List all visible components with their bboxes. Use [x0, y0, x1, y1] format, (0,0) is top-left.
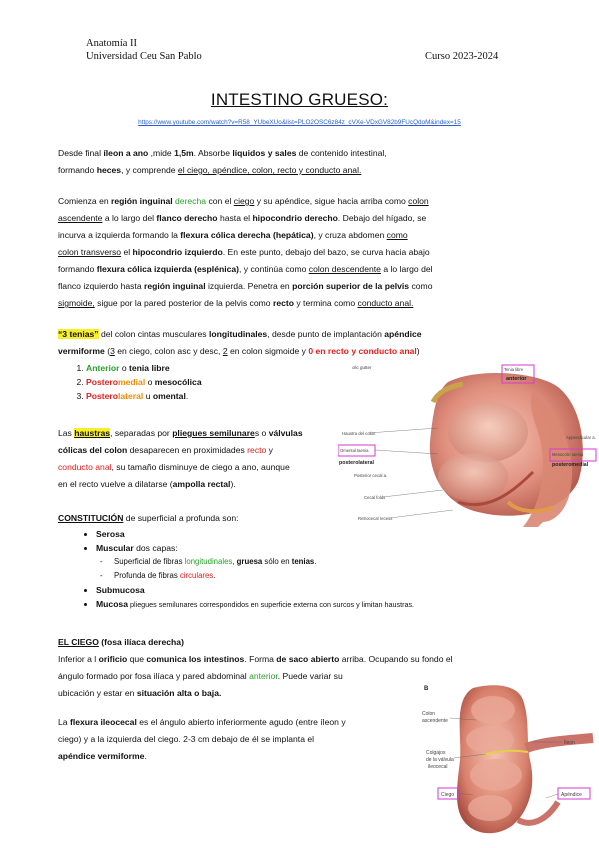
ciego-section: EL CIEGO (fosa ilíaca derecha) Inferior a l orificio que comunica los intestinos. Forma de saco abierto arriba. Ocupando su fondo el ángulo formado por fosa ilíaca y pared abdominal anterior. Puede variar su ubicación y estar en situación alta o baja. [58, 637, 453, 698]
fig2-label-colgajos2: de la válvula [426, 757, 454, 763]
fig1-label-tenia: Tenia libre [504, 367, 524, 372]
fig2-label-apendice: Apéndice [561, 792, 582, 798]
list-item: 2. Posteromedial o mesocólica [86, 375, 338, 389]
fig2-label-colgajos3: ileocecal [428, 764, 448, 770]
fig2-label-ileon: Íleon [564, 740, 575, 746]
fig2-label-ciego: Ciego [441, 792, 455, 798]
fig1-label-posterolateral: posterolateral [339, 460, 375, 466]
fig2-label-colon-asc: ascendente [422, 718, 448, 724]
fig1-label-posterior-cecal: Posterior cecal a. [354, 473, 388, 478]
fig2-label-colgajos: Colgajos [426, 750, 446, 756]
flexura-paragraph: La flexura ileocecal es el ángulo abierto inferiormente agudo (entre íleon y ciego) y a la izquierda del ciego. 2-3 cm debajo de él se implanta el apéndice vermiforme. [58, 717, 346, 761]
cecum-tenias-figure [338, 362, 598, 527]
fig2-label-letter: B [424, 686, 429, 692]
list-item: • Serosa [96, 527, 538, 541]
intro-paragraph: Desde final íleon a ano ,mide 1,5m. Absorbe líquidos y sales de contenido intestinal, formando heces, y comprende el ciego, apéndice, colon, recto y conducto anal. [58, 148, 387, 175]
header-university: Universidad Ceu San Pablo [86, 51, 202, 62]
list-item: 1. Anterior o tenia libre [86, 361, 338, 375]
page-title: INTESTINO GRUESO: [210, 90, 389, 109]
youtube-link[interactable]: https://www.youtube.com/watch?v=R58_YUbeXUo&list=PLO2OSC6z84z_cVXe-VDxGV82b9FUcQdoM&index=15 [138, 119, 461, 126]
fig1-label-posteromedial: posteromedial [552, 462, 589, 468]
constitucion-section: CONSTITUCIÓN de superficial a profunda son: [58, 513, 239, 523]
tenias-paragraph: “3 tenias” del colon cintas musculares longitudinales, desde punto de implantación apéndice vermiforme (3 en ciego, colon asc y desc, 2 en colon sigmoide y 0 en recto y conducto anal) [58, 329, 422, 356]
header-subject: Anatomía II [86, 38, 138, 49]
fig1-label-mesocolic: Mesocolic taenia [552, 452, 584, 457]
fig1-label-retrocecal: Retrocecal recess [358, 516, 393, 521]
haustras-paragraph: Las haustras, separadas por pliegues semilunares o válvulas cólicas del colon desaparecen en proximidades recto y conducto anal, su tamaño disminuye de ciego a ano, aunque en el recto vuelve a dilatarse (ampolla rectal). [58, 428, 303, 489]
list-item: • Muscular dos capas: - Superficial de fibras longitudinales, gruesa sólo en tenias. - Profunda de fibras circulares. [96, 541, 538, 583]
list-item: • Mucosa pliegues semilunares correspondidos en superficie externa con surcos y limitan haustras. [96, 597, 538, 612]
fig1-label-omental: Omental taenia [340, 448, 369, 453]
constitucion-list [78, 527, 538, 612]
list-item: - Profunda de fibras circulares. [114, 569, 538, 583]
fig1-label-anterior: anterior [506, 376, 527, 382]
list-item: • Submucosa [96, 583, 538, 597]
list-item: - Superficial de fibras longitudinales, gruesa sólo en tenias. [114, 555, 538, 569]
list-item: 3. Posterolateral u omental. [86, 389, 338, 403]
fig1-label-haustra: Haustra del colon [342, 431, 376, 436]
course-paragraph: Comienza en región inguinal derecha con el ciego y su apéndice, sigue hacia arriba como colon ascendente a lo largo del flanco derecho hasta el hipocondrio derecho. Debajo del hígado, se incurva a izquierda formando la flexura cólica derecha (hepática), y cruza abdomen como colon transverso el hipocondrio izquierdo. En este punto, debajo del bazo, se curva hacia abajo formando flexura cólica izquierda (esplénica), y continúa como colon descendente a lo largo del flanco izquierdo hasta región inguinal izquierda. Penetra en porción superior de la pelvis como sigmoide, sigue por la pared posterior de la pelvis como recto y termina como conducto anal. [58, 196, 433, 308]
header-course: Curso 2023-2024 [425, 51, 499, 62]
fig1-label-top: olic gutter [352, 365, 372, 370]
tenias-list [68, 361, 338, 403]
fig1-label-appendicular: Appendicular a. [566, 435, 596, 440]
fig1-label-cecal-folds: Cecal folds [364, 495, 386, 500]
ileocecal-figure [418, 680, 596, 846]
fig2-label-colon: Colon [422, 711, 436, 717]
